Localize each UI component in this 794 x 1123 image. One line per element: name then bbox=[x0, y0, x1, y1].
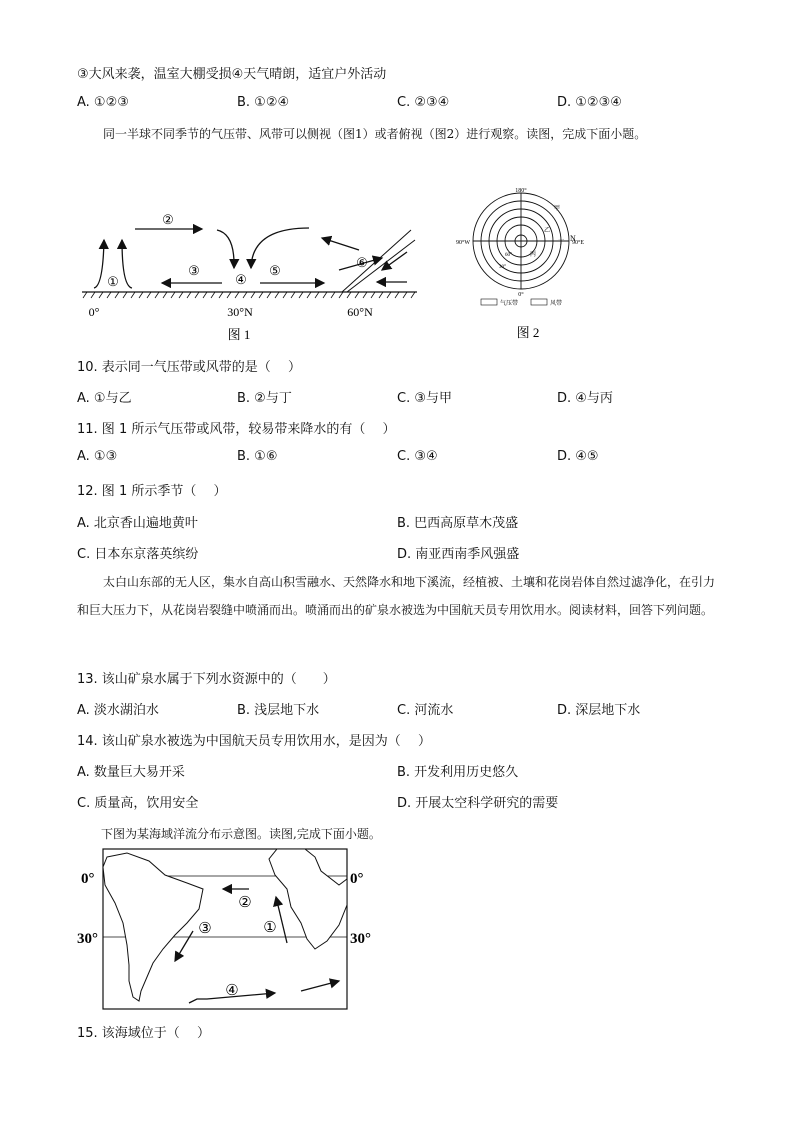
question-fragment-text: ③大风来袭，温室大棚受损④天气晴朗，适宜户外活动 bbox=[77, 67, 387, 82]
option-b[interactable]: B. 浅层地下水 bbox=[237, 703, 320, 718]
q13-stem: 13. 该山矿泉水属于下列水资源中的（ ） bbox=[77, 672, 336, 687]
lat-label-60: 60° bbox=[505, 253, 512, 258]
q12-options-row2 bbox=[77, 543, 717, 562]
fig2-left: 90°W bbox=[455, 240, 471, 246]
ring-label-bing: 丙 bbox=[530, 252, 537, 258]
label-4: ④ bbox=[235, 272, 247, 287]
option-d[interactable]: D. 深层地下水 bbox=[557, 703, 641, 718]
option-a[interactable]: A. ①与乙 bbox=[77, 391, 132, 406]
intro-mineral-water: 太白山东部的无人区，集水自高山积雪融水、天然降水和地下溪流，经植被、土壤和花岗岩体自然过滤净化，在引力和巨大压力下，从花岗岩裂缝中喷涌而出。喷涌而出的矿泉水被选为中国航天员专用饮用水。阅读材料，回答下列问题。 bbox=[77, 575, 716, 617]
fig2-top: 180° bbox=[515, 188, 527, 194]
figure-1 bbox=[77, 200, 427, 345]
label-6: ⑥ bbox=[356, 255, 368, 270]
option-b[interactable]: B. ①⑥ bbox=[237, 449, 278, 464]
q11-options bbox=[77, 449, 717, 464]
q14-stem: 14. 该山矿泉水被选为中国航天员专用饮用水，是因为（ ） bbox=[77, 734, 431, 749]
ocean-current-map bbox=[77, 845, 382, 1015]
option-d[interactable]: D. ①②③④ bbox=[557, 95, 622, 110]
option-c[interactable]: C. ③④ bbox=[397, 449, 438, 464]
q14-options-row2 bbox=[77, 792, 717, 811]
option-a[interactable]: A. ①②③ bbox=[77, 95, 129, 110]
lat-left-30: 30° bbox=[77, 931, 98, 947]
current-label-3: ③ bbox=[198, 921, 212, 937]
ring-label-jia: 甲 bbox=[554, 206, 561, 212]
q10-stem: 10. 表示同一气压带或风带的是（ ） bbox=[77, 360, 301, 375]
option-c[interactable]: C. ②③④ bbox=[397, 95, 450, 110]
fig2-bottom: 0° bbox=[518, 292, 524, 298]
fig2-pole: N bbox=[570, 234, 576, 243]
q9-options bbox=[77, 95, 717, 110]
q13-options bbox=[77, 699, 717, 718]
fig2-right: 90°E bbox=[571, 240, 585, 246]
current-label-2: ② bbox=[238, 895, 252, 911]
current-label-4: ④ bbox=[225, 983, 239, 999]
axis-label-60n: 60°N bbox=[347, 305, 373, 319]
lat-right-0: 0° bbox=[350, 871, 364, 887]
option-d[interactable]: D. 开展太空科学研究的需要 bbox=[397, 796, 559, 811]
option-a[interactable]: A. ①③ bbox=[77, 449, 118, 464]
q10-options bbox=[77, 387, 717, 406]
option-c[interactable]: C. 质量高，饮用安全 bbox=[77, 796, 199, 811]
option-b[interactable]: B. ①②④ bbox=[237, 95, 290, 110]
option-a[interactable]: A. 北京香山遍地黄叶 bbox=[77, 516, 198, 531]
option-c[interactable]: C. ③与甲 bbox=[397, 391, 452, 406]
label-3: ③ bbox=[188, 263, 200, 278]
ring-label-ding: 丁 bbox=[558, 240, 565, 246]
figure-1-caption: 图 1 bbox=[227, 327, 251, 342]
option-b[interactable]: B. 巴西高原草木茂盛 bbox=[397, 516, 519, 531]
lat-left-0: 0° bbox=[81, 871, 95, 887]
option-d[interactable]: D. 南亚西南季风强盛 bbox=[397, 547, 520, 562]
figure-2 bbox=[448, 184, 608, 346]
intro-ocean-currents: 下图为某海域洋流分布示意图。读图,完成下面小题。 bbox=[101, 827, 381, 841]
label-5: ⑤ bbox=[269, 263, 281, 278]
current-label-1: ① bbox=[263, 920, 277, 936]
option-a[interactable]: A. 淡水湖泊水 bbox=[77, 703, 159, 718]
option-d[interactable]: D. ④与丙 bbox=[557, 391, 613, 406]
label-2: ② bbox=[162, 212, 174, 227]
q14-options-row1 bbox=[77, 761, 717, 780]
option-c[interactable]: C. 日本东京落英缤纷 bbox=[77, 547, 199, 562]
option-a[interactable]: A. 数量巨大易开采 bbox=[77, 765, 185, 780]
q11-stem: 11. 图 1 所示气压带或风带，较易带来降水的有（ ） bbox=[77, 422, 396, 437]
legend-pressure-belt: 气压带 bbox=[500, 301, 519, 307]
label-1: ① bbox=[107, 274, 119, 289]
q12-options-row1 bbox=[77, 512, 717, 531]
intro-pressure-belts: 同一半球不同季节的气压带、风带可以侧视（图1）或者俯视（图2）进行观察。读图，完成下面小题。 bbox=[103, 127, 647, 141]
option-c[interactable]: C. 河流水 bbox=[397, 703, 454, 718]
axis-label-30n: 30°N bbox=[227, 305, 253, 319]
legend-wind-belt: 风带 bbox=[550, 301, 563, 307]
q15-stem: 15. 该海域位于（ ） bbox=[77, 1026, 210, 1041]
lat-right-30: 30° bbox=[350, 931, 371, 947]
ring-label-yi: 乙 bbox=[544, 228, 551, 234]
option-d[interactable]: D. ④⑤ bbox=[557, 449, 599, 464]
option-b[interactable]: B. ②与丁 bbox=[237, 391, 292, 406]
lat-label-30: 30° bbox=[499, 265, 506, 270]
q12-stem: 12. 图 1 所示季节（ ） bbox=[77, 484, 227, 499]
figure-2-caption: 图 2 bbox=[516, 325, 540, 340]
option-b[interactable]: B. 开发利用历史悠久 bbox=[397, 765, 519, 780]
axis-label-0: 0° bbox=[88, 305, 100, 319]
